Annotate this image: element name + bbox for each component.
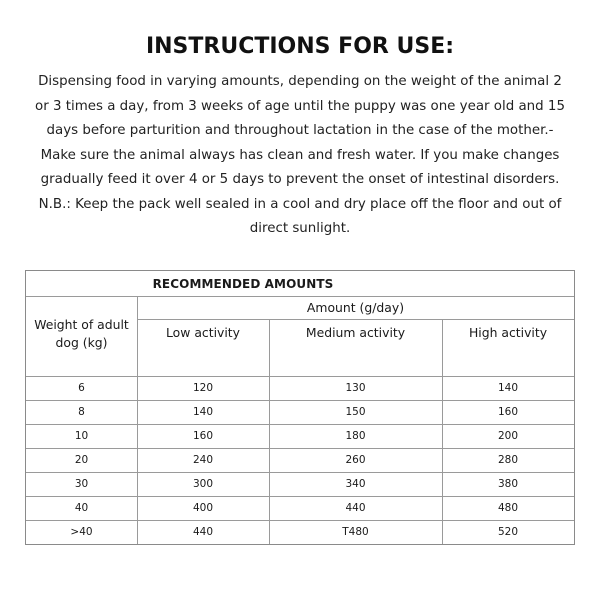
weight-column-header: Weight of adult dog (kg) (34, 317, 129, 350)
medium-activity-cell: 130 (345, 382, 366, 394)
medium-activity-cell: T480 (342, 526, 369, 538)
instructions-line: N.B.: Keep the pack well sealed in a cool and dry place off the floor and out of (38, 196, 562, 212)
amount-column-header: Amount (g/day) (306, 300, 405, 315)
instructions-line: direct sunlight. (249, 221, 351, 236)
high-activity-cell: 280 (497, 454, 519, 466)
weight-cell: 10 (74, 430, 89, 442)
weight-cell: >40 (70, 526, 93, 538)
instructions-line: gradually feed it over 4 or 5 days to prevent the onset of intestinal disorders. (40, 172, 560, 187)
medium-activity-header: Medium activity (305, 324, 406, 340)
low-activity-cell: 120 (192, 382, 214, 394)
medium-activity-cell: 340 (345, 478, 366, 490)
low-activity-cell: 160 (192, 430, 214, 442)
low-activity-cell: 140 (192, 406, 214, 418)
high-activity-cell: 160 (497, 406, 519, 418)
high-activity-cell: 140 (497, 382, 519, 394)
table-title: RECOMMENDED AMOUNTS (152, 276, 334, 291)
medium-activity-cell: 260 (345, 454, 366, 466)
low-activity-cell: 300 (192, 478, 214, 490)
instructions-line: Dispensing food in varying amounts, depending on the weight of the animal 2 (38, 74, 562, 89)
weight-cell: 8 (78, 406, 85, 418)
medium-activity-cell: 440 (345, 502, 366, 514)
medium-activity-cell: 180 (345, 430, 366, 442)
instructions-heading: INSTRUCTIONS FOR USE: (145, 34, 455, 59)
weight-cell: 20 (74, 454, 89, 466)
weight-cell: 30 (74, 478, 89, 490)
low-activity-cell: 440 (192, 526, 214, 538)
high-activity-cell: 380 (497, 478, 519, 490)
instructions-line: days before parturition and throughout lactation in the case of the mother.- (46, 123, 554, 138)
medium-activity-cell: 150 (345, 406, 366, 418)
high-activity-cell: 480 (497, 502, 519, 514)
low-activity-cell: 400 (192, 502, 214, 514)
low-activity-header: Low activity (165, 324, 240, 340)
high-activity-header: High activity (468, 324, 548, 340)
high-activity-cell: 520 (497, 526, 519, 538)
recommended-amounts-table (25, 270, 575, 545)
instructions-line: or 3 times a day, from 3 weeks of age until the puppy was one year old and 15 (35, 98, 565, 114)
instructions-paragraph (22, 70, 578, 242)
instructions-line: Make sure the animal always has clean and fresh water. If you make changes (40, 147, 560, 163)
weight-cell: 40 (74, 502, 89, 514)
low-activity-cell: 240 (192, 454, 214, 466)
weight-cell: 6 (78, 382, 85, 394)
high-activity-cell: 200 (497, 430, 519, 442)
